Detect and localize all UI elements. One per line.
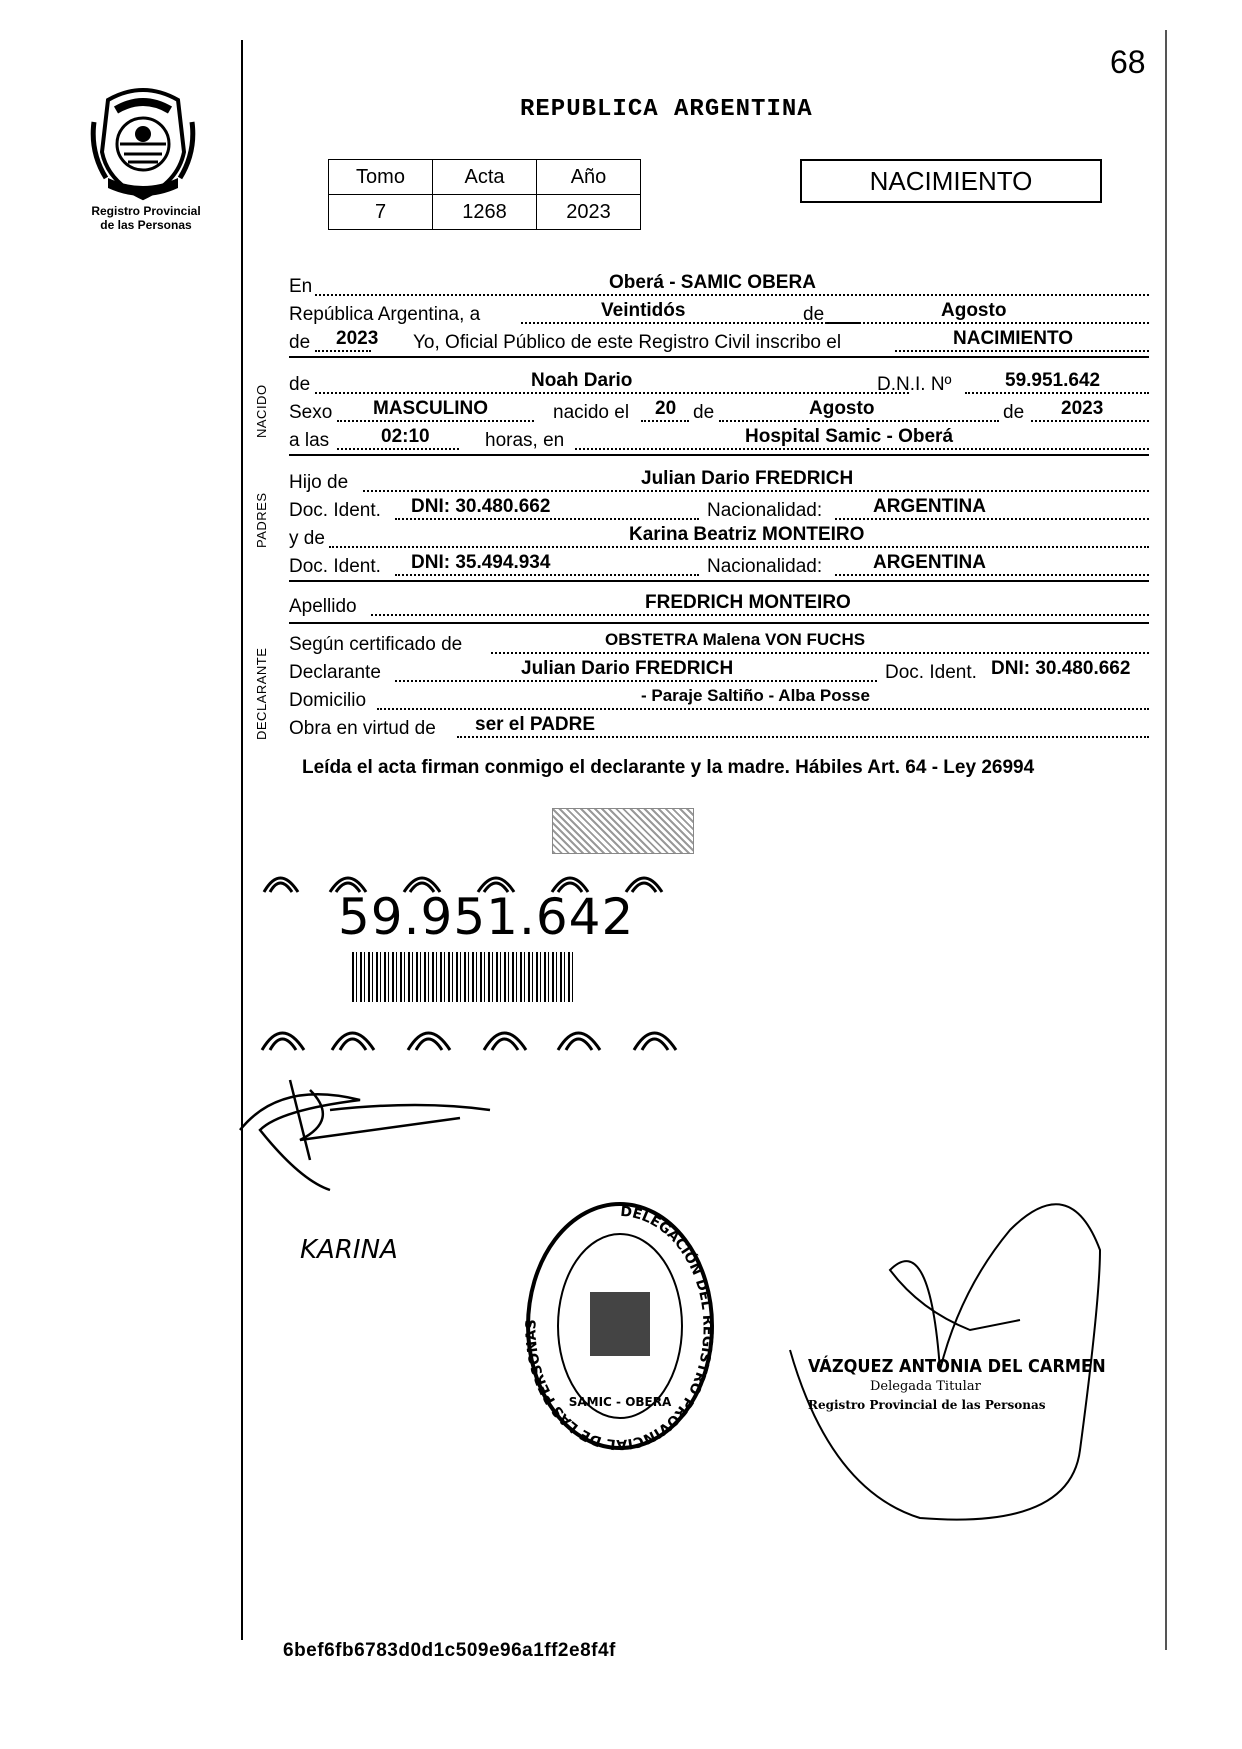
en-label: En: [289, 276, 313, 297]
side-label-declarante: DECLARANTE: [254, 647, 269, 740]
mother-doc-value: DNI: 35.494.934: [411, 552, 551, 573]
official-org: Registro Provincial de las Personas: [808, 1398, 1046, 1412]
official-stamp-block: [808, 1356, 1106, 1412]
dotted-line: [827, 322, 1149, 324]
dotted-line: [835, 574, 1149, 576]
certificate-value: OBSTETRA Malena VON FUCHS: [605, 630, 866, 649]
registry-stamp: [520, 1196, 720, 1456]
closing-note: Leída el acta firman conmigo el declarante y la madre. Hábiles Art. 64 - Ley 26994: [302, 757, 1035, 778]
mother-signature-text: KARINA: [300, 1235, 398, 1265]
section-separator: [289, 622, 1149, 624]
yo-text: Yo, Oficial Público de este Registro Civil inscribo el: [413, 332, 842, 353]
hijo-de-label: Hijo de: [289, 472, 349, 493]
doc-ident-label: Doc. Ident.: [289, 556, 381, 577]
tomo-value: 7: [329, 195, 433, 230]
nacido-el-label: nacido el: [553, 402, 630, 423]
hora-value: 02:10: [381, 426, 430, 447]
row-madre: [289, 524, 1149, 552]
document-hash: 6bef6fb6783d0d1c509e96a1ff2e8f4f: [283, 1640, 616, 1661]
anio-header: Año: [537, 160, 641, 195]
row-en: [289, 272, 1149, 300]
dotted-line: [377, 708, 1149, 710]
official-role: Delegada Titular: [870, 1379, 981, 1394]
section-separator: [289, 580, 1149, 582]
row-apellido: [289, 592, 1149, 620]
birth-year-value: 2023: [1061, 398, 1104, 419]
dotted-line: [491, 652, 1149, 654]
de2-label: de: [289, 332, 311, 353]
birth-day-value: 20: [655, 398, 677, 419]
birth-de2-label: de: [1003, 402, 1025, 423]
declarante-label: Declarante: [289, 662, 381, 683]
dotted-line: [371, 614, 1149, 616]
record-table-header-row: [329, 160, 641, 195]
place-value: Oberá - SAMIC OBERA: [609, 272, 816, 293]
dotted-line: [315, 392, 909, 394]
row-hora: [289, 426, 1149, 454]
apellido-label: Apellido: [289, 596, 357, 617]
dotted-line: [337, 420, 534, 422]
row-madre-doc: [289, 552, 1149, 580]
child-dni-value: 59.951.642: [1005, 370, 1101, 391]
registry-label-line1: Registro Provincial: [91, 204, 201, 218]
sexo-label: Sexo: [289, 402, 333, 423]
obra-value: ser el PADRE: [475, 714, 596, 735]
year-value: 2023: [336, 328, 379, 349]
a-las-label: a las: [289, 430, 330, 451]
stamp-center-text: SAMIC - OBERA: [568, 1395, 672, 1409]
row-obra: [289, 714, 1149, 742]
id-number-large: 59.951.642: [338, 888, 635, 946]
republica-label: República Argentina, a: [289, 304, 481, 325]
surname-value: FREDRICH MONTEIRO: [645, 592, 851, 613]
left-margin-line: [241, 40, 243, 1640]
birth-month-value: Agosto: [809, 398, 875, 419]
dotted-line: [395, 680, 877, 682]
doc-ident-label: Doc. Ident.: [289, 500, 381, 521]
page-title: REPUBLICA ARGENTINA: [520, 96, 813, 123]
official-name: VÁZQUEZ ANTONIA DEL CARMEN: [808, 1356, 1106, 1377]
birth-place-value: Hospital Samic - Oberá: [745, 426, 954, 447]
horas-en-label: horas, en: [485, 430, 565, 451]
row-republica: [289, 300, 1149, 328]
section-separator: [289, 356, 1149, 358]
y-de-label: y de: [289, 528, 325, 549]
dotted-line: [1031, 420, 1149, 422]
side-label-nacido: NACIDO: [254, 384, 269, 438]
child-name-value: Noah Dario: [531, 370, 633, 391]
security-pattern-bottom: [258, 1008, 708, 1054]
domicile-value: - Paraje Saltiño - Alba Posse: [641, 686, 870, 705]
dotted-line: [363, 490, 1149, 492]
inscribo-value: NACIMIENTO: [953, 328, 1073, 349]
row-nombre: [289, 370, 1149, 398]
dotted-line: [315, 294, 1149, 296]
father-nationality-value: ARGENTINA: [873, 496, 986, 517]
registry-label: [80, 204, 212, 232]
section-separator: [289, 454, 1149, 456]
row-declarante: [289, 658, 1149, 686]
mother-name-value: Karina Beatriz MONTEIRO: [629, 524, 865, 545]
dotted-line: [641, 420, 689, 422]
row-certificado: [289, 630, 1149, 658]
dotted-line: [395, 518, 699, 520]
dotted-line: [965, 392, 1149, 394]
side-label-padres: PADRES: [254, 492, 269, 548]
row-domicilio: [289, 686, 1149, 714]
page-number: 68: [1110, 44, 1146, 80]
dotted-line: [457, 736, 1149, 738]
father-name-value: Julian Dario FREDRICH: [641, 468, 854, 489]
dotted-line: [329, 546, 1149, 548]
mother-nationality-value: ARGENTINA: [873, 552, 986, 573]
tomo-header: Tomo: [329, 160, 433, 195]
nacionalidad-label: Nacionalidad:: [707, 500, 823, 521]
domicilio-label: Domicilio: [289, 690, 367, 711]
official-signature: [770, 1150, 1130, 1530]
row-year: [289, 328, 1149, 356]
dotted-line: [895, 350, 1149, 352]
day-words-value: Veintidós: [601, 300, 686, 321]
nombre-de-label: de: [289, 374, 311, 395]
birth-de-label: de: [693, 402, 715, 423]
security-hologram: [552, 808, 694, 854]
registry-label-line2: de las Personas: [100, 218, 192, 232]
segun-label: Según certificado de: [289, 634, 463, 655]
row-padre: [289, 468, 1149, 496]
obra-label: Obra en virtud de: [289, 718, 436, 739]
right-margin-line: [1165, 30, 1167, 1650]
barcode: [352, 952, 574, 1002]
month-value: Agosto: [941, 300, 1007, 321]
nacionalidad-label: Nacionalidad:: [707, 556, 823, 577]
sexo-value: MASCULINO: [373, 398, 489, 419]
misiones-seal-logo: [88, 82, 198, 206]
row-padre-doc: [289, 496, 1149, 524]
dotted-line: [395, 574, 699, 576]
record-table: [328, 159, 641, 230]
dotted-line: [835, 518, 1149, 520]
de-label: de: [803, 304, 825, 325]
stamp-ring-text: DELEGACIÓN DEL REGISTRO PROVINCIAL DE LAS PERSONAS: [523, 1203, 716, 1453]
declarant-doc-value: DNI: 30.480.662: [991, 658, 1131, 679]
acta-header: Acta: [433, 160, 537, 195]
row-sexo: [289, 398, 1149, 426]
acta-value: 1268: [433, 195, 537, 230]
anio-value: 2023: [537, 195, 641, 230]
dotted-line: [575, 448, 1149, 450]
record-type-box: NACIMIENTO: [800, 159, 1102, 203]
father-doc-value: DNI: 30.480.662: [411, 496, 551, 517]
record-table-value-row: [329, 195, 641, 230]
declarante-doc-label: Doc. Ident.: [885, 662, 977, 683]
mother-signature: [296, 1226, 466, 1266]
declarant-signature: [220, 1070, 520, 1200]
declarant-name-value: Julian Dario FREDRICH: [521, 658, 734, 679]
dni-label: D.N.I. Nº: [877, 374, 952, 395]
dotted-line: [315, 350, 371, 352]
dotted-line: [337, 448, 459, 450]
dotted-line: [719, 420, 999, 422]
